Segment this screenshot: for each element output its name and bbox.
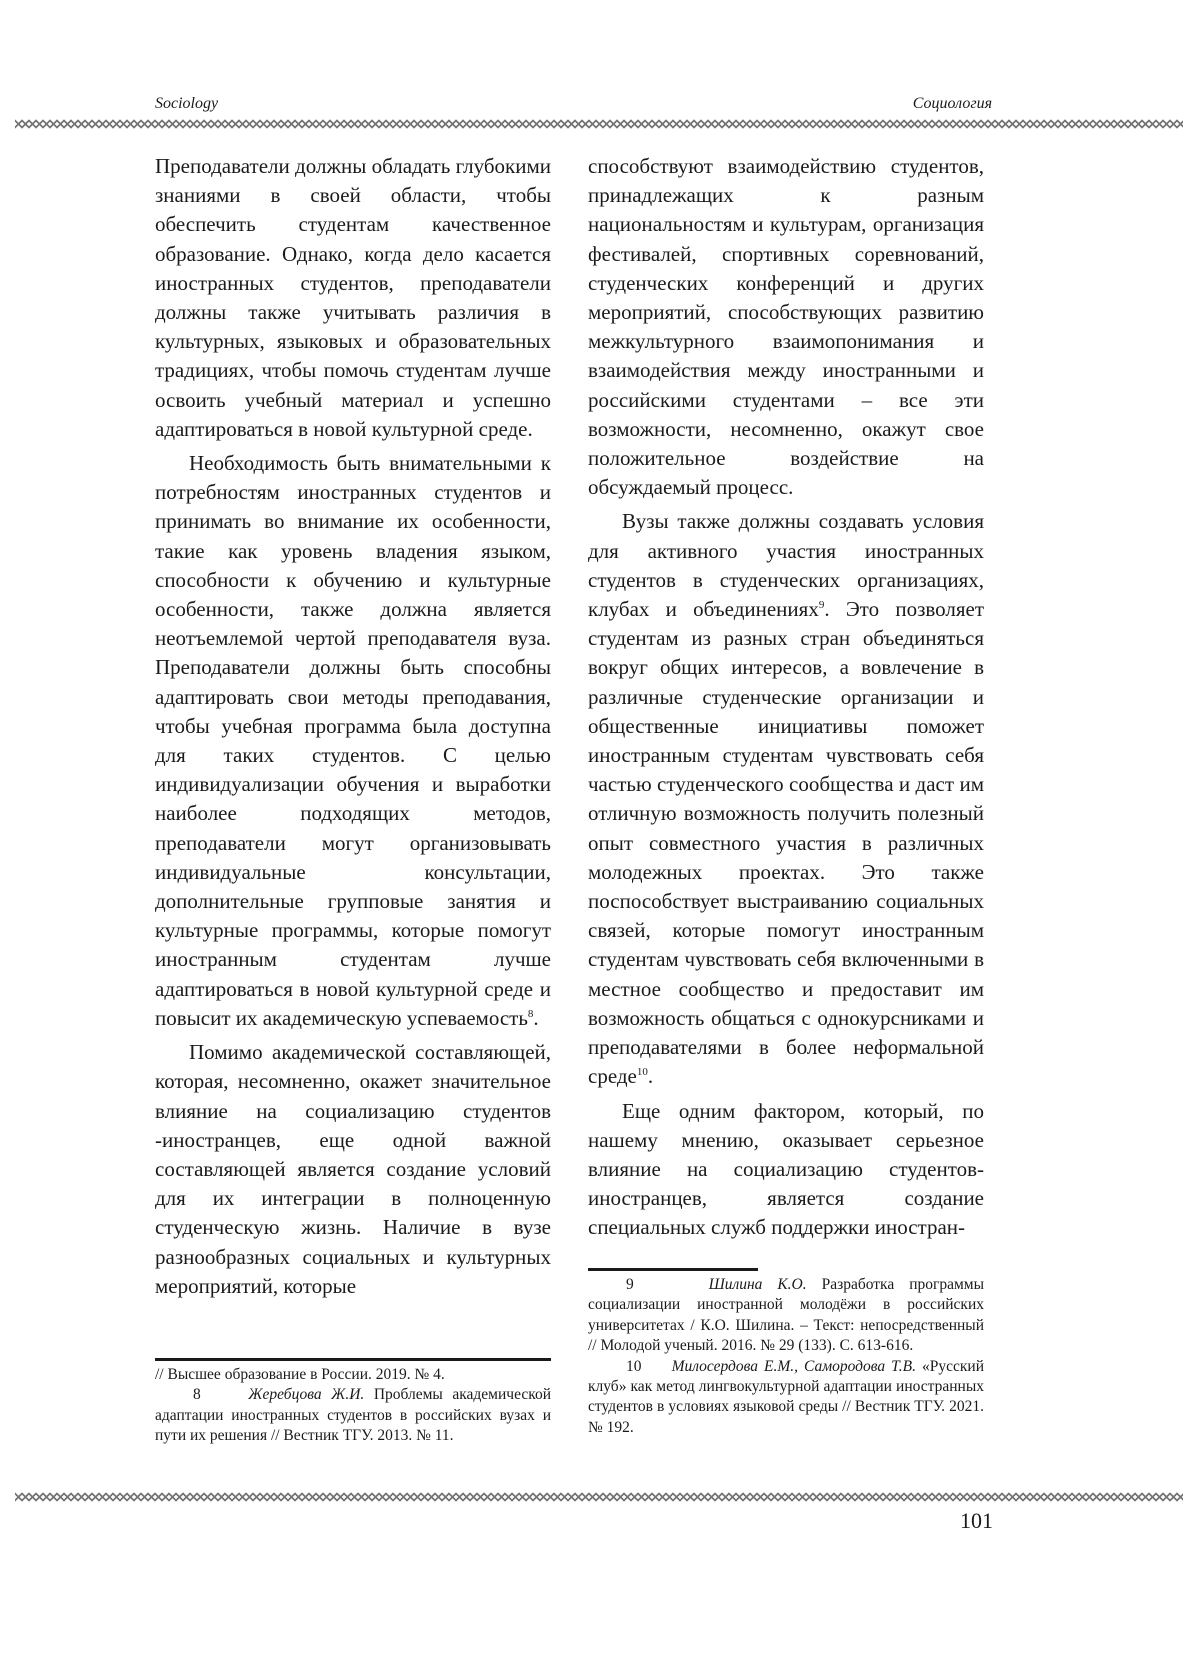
right-footnotes xyxy=(588,1268,984,1438)
footnote-10-text: «Русский клуб» как метод лингвокультурной адаптации иностранных студентов в условиях языковой среды // Вестник ТГУ. 2021. № 192. xyxy=(588,1358,984,1436)
footnote-8-author: Жеребцова Ж.И. xyxy=(248,1386,364,1403)
right-paragraph-2-text-a: Вузы также должны создавать условия для активного участия иностранных студентов в студенческих организациях, клубах и объединениях xyxy=(588,509,984,621)
left-paragraph-2-text: Необходимость быть внимательными к потребностям иностранных студентов и принимать во внимание их особенности, такие как уровень владения языком, способности к обучению и культурные особенности, также должна является неотъемлемой чертой преподавателя вуза. Преподаватели должны быть способны адаптировать свои методы преподавания, чтобы учебная программа была доступна для таких студентов. С целью индивидуализации обучения и выработки наиболее подходящих методов, преподаватели могут организовывать индивидуальные консультации, дополнительные групповые занятия и культурные программы, которые помогут иностранным студентам лучше адаптироваться в новой культурной среде и повысит их академическую успеваемость xyxy=(155,451,551,1030)
right-text-column xyxy=(588,152,984,1342)
left-paragraph-2-end: . xyxy=(533,1006,538,1030)
left-paragraph-3: Помимо академической составляющей, которая, несомненно, окажет значительное влияние на социализацию студентов -иностранцев, еще одной важной составляющей является создание условий для их интеграции в полноценную студенческую жизнь. Наличие в вузе разнообразных социальных и культурных мероприятий, которые xyxy=(155,1038,551,1301)
footnote-rule-right xyxy=(588,1268,758,1271)
footnote-8-number: 8 xyxy=(193,1386,201,1403)
footnote-10-number: 10 xyxy=(626,1358,642,1375)
footnote-9-author: Шилина К.О. xyxy=(709,1276,807,1293)
top-ornament-rule xyxy=(15,119,1183,129)
footnote-8-text: Проблемы академической адаптации иностранных студентов в российских вузах и пути их решения // Вестник ТГУ. 2013. № 11. xyxy=(155,1386,551,1444)
bottom-ornament-rule xyxy=(15,1492,1183,1502)
running-head-left: Sociology xyxy=(155,95,218,113)
running-head-right: Социология xyxy=(913,95,992,113)
left-paragraph-2 xyxy=(155,449,551,1033)
left-footnotes xyxy=(155,1358,551,1447)
right-paragraph-2-end: . xyxy=(648,1064,653,1088)
left-text-column xyxy=(155,152,551,1342)
footnote-ref-9[interactable]: 9 xyxy=(819,599,825,611)
right-paragraph-3: Еще одним фактором, который, по нашему мнению, оказывает серьезное влияние на социализацию студентов-иностранцев, является создание специальных служб поддержки иностран- xyxy=(588,1097,984,1243)
footnote-rule-left xyxy=(155,1358,551,1361)
footnote-ref-10[interactable]: 10 xyxy=(637,1066,648,1078)
left-paragraph-1: Преподаватели должны обладать глубокими знаниями в своей области, чтобы обеспечить студентам качественное образование. Однако, когда дело касается иностранных студентов, преподаватели должны также учитывать различия в культурных, языковых и образовательных традициях, чтобы помочь студентам лучше освоить учебный материал и успешно адаптироваться в новой культурной среде. xyxy=(155,152,551,444)
right-paragraph-2 xyxy=(588,507,984,1091)
footnote-9-text: Разработка программы социализации иностранной молодёжи в российских университетах / К.О. Шилина. – Текст: непосредственный // Молодой ученый. 2016. № 29 (133). С. 613-616. xyxy=(588,1276,984,1354)
footnote-10 xyxy=(588,1357,984,1439)
right-paragraph-1: способствуют взаимодействию студентов, принадлежащих к разным национальностям и культурам, организация фестивалей, спортивных соревнований, студенческих конференций и других мероприятий, способствующих развитию межкультурного взаимопонимания и взаимодействия между иностранными и российскими студентами – все эти возможности, несомненно, окажут свое положительное воздействие на обсуждаемый процесс. xyxy=(588,152,984,502)
footnote-10-author: Милосердова Е.М., Самородова Т.В. xyxy=(672,1358,916,1375)
right-paragraph-2-text-b: . Это позволяет студентам из разных стран объединяться вокруг общих интересов, а вовлечение в различные студенческие организации и общественные инициативы поможет иностранным студентам чувствовать себя частью студенческого сообщества и даст им отличную возможность получить полезный опыт совместного участия в различных молодежных проектах. Это также поспособствует выстраиванию социальных связей, которые помогут иностранным студентам чувствовать себя включенными в местное сообщество и предоставит им возможность общаться с однокурсниками и преподавателями в более неформальной среде xyxy=(588,597,984,1088)
page-number: 101 xyxy=(960,1508,993,1534)
footnote-9-number: 9 xyxy=(626,1276,634,1293)
footnote-continuation: // Высшее образование в России. 2019. № 4. xyxy=(155,1365,551,1385)
footnote-8 xyxy=(155,1385,551,1446)
footnote-ref-8[interactable]: 8 xyxy=(528,1008,534,1020)
footnote-9 xyxy=(588,1275,984,1357)
